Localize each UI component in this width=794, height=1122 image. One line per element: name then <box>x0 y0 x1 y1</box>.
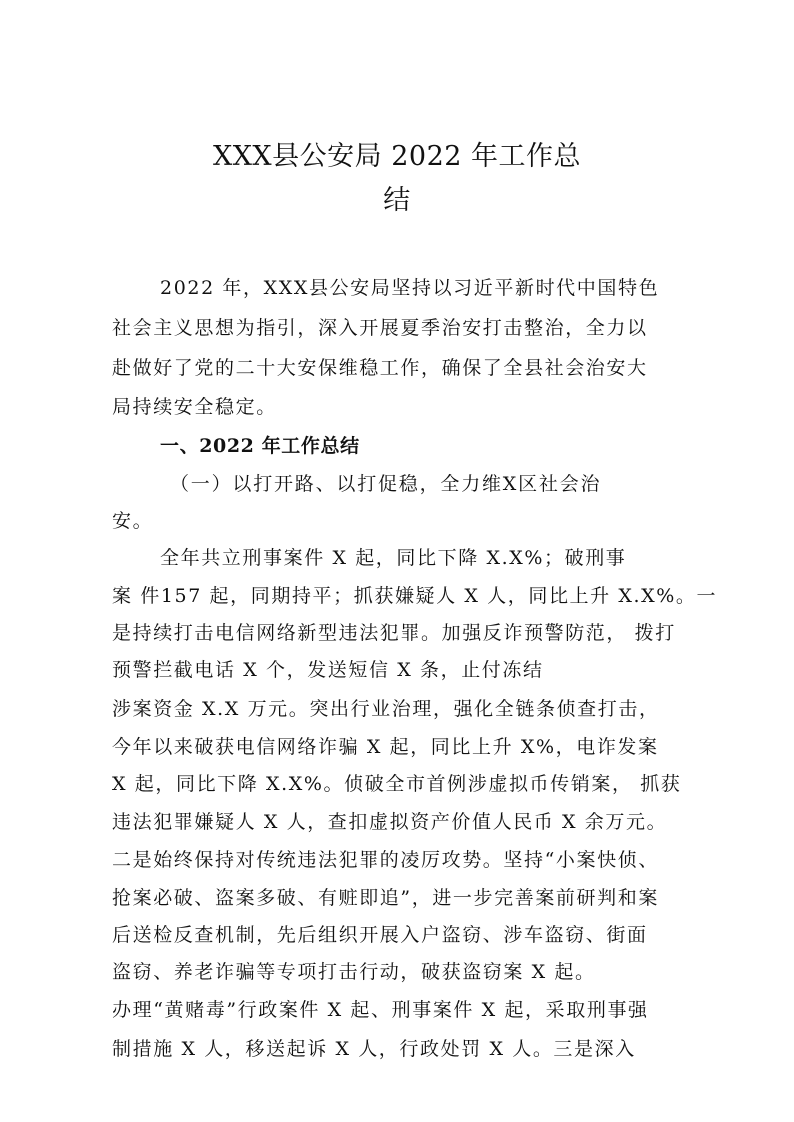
section-heading: 一、2022 年工作总结 <box>160 435 360 457</box>
body-paragraph-line: 是持续打击电信网络新型违法犯罪。加强反诈预警防范， 拨打 <box>112 622 676 644</box>
subsection-heading-continued: 安。 <box>112 510 154 532</box>
body-paragraph-line: 后送检反查机制，先后组织开展入户盗窃、涉车盗窃、街面 <box>112 924 648 946</box>
document-title-line-1: XXX县公安局 2022 年工作总 <box>212 141 582 172</box>
body-paragraph-line: 全年共立刑事案件 X 起，同比下降 X.X%；破刑事 <box>160 547 627 569</box>
body-paragraph-line: 制措施 X 人，移送起诉 X 人，行政处罚 X 人。三是深入 <box>112 1038 636 1060</box>
body-paragraph-line: X 起，同比下降 X.X%。侦破全市首例涉虚拟币传销案， 抓获 <box>112 773 682 795</box>
intro-paragraph-line: 局持续安全稳定。 <box>112 396 277 418</box>
intro-paragraph-line: 2022 年，XXX县公安局坚持以习近平新时代中国特色 <box>160 277 660 299</box>
body-paragraph-line: 盗窃、养老诈骗等专项打击行动，破获盗窃案 X 起。 <box>112 961 596 983</box>
body-paragraph-line: 办理“黄赌毒”行政案件 X 起、刑事案件 X 起，采取刑事强 <box>112 999 649 1021</box>
intro-paragraph-line: 社会主义思想为指引，深入开展夏季治安打击整治，全力以 <box>112 317 648 339</box>
body-paragraph-line: 涉案资金 X.X 万元。突出行业治理，强化全链条侦查打击， <box>112 698 660 720</box>
body-paragraph-line: 抢案必破、盗案多破、有赃即追”，进一步完善案前研判和案 <box>112 887 659 909</box>
body-paragraph-line: 二是始终保持对传统违法犯罪的凌厉攻势。坚持“小案快侦、 <box>112 849 659 871</box>
subsection-heading: （一）以打开路、以打促稳，全力维X区社会治 <box>170 473 602 495</box>
document-title-line-2: 结 <box>383 185 411 216</box>
body-paragraph-line: 今年以来破获电信网络诈骗 X 起，同比上升 X%，电诈发案 <box>112 736 659 758</box>
body-paragraph-line: 违法犯罪嫌疑人 X 人，查扣虚拟资产价值人民币 X 余万元。 <box>112 811 668 833</box>
body-paragraph-line: 案 件157 起，同期持平；抓获嫌疑人 X 人，同比上升 X.X%。一 <box>112 585 718 607</box>
intro-paragraph-line: 赴做好了党的二十大安保维稳工作，确保了全县社会治安大 <box>112 357 648 379</box>
body-paragraph-line: 预警拦截电话 X 个，发送短信 X 条，止付冻结 <box>112 659 544 681</box>
